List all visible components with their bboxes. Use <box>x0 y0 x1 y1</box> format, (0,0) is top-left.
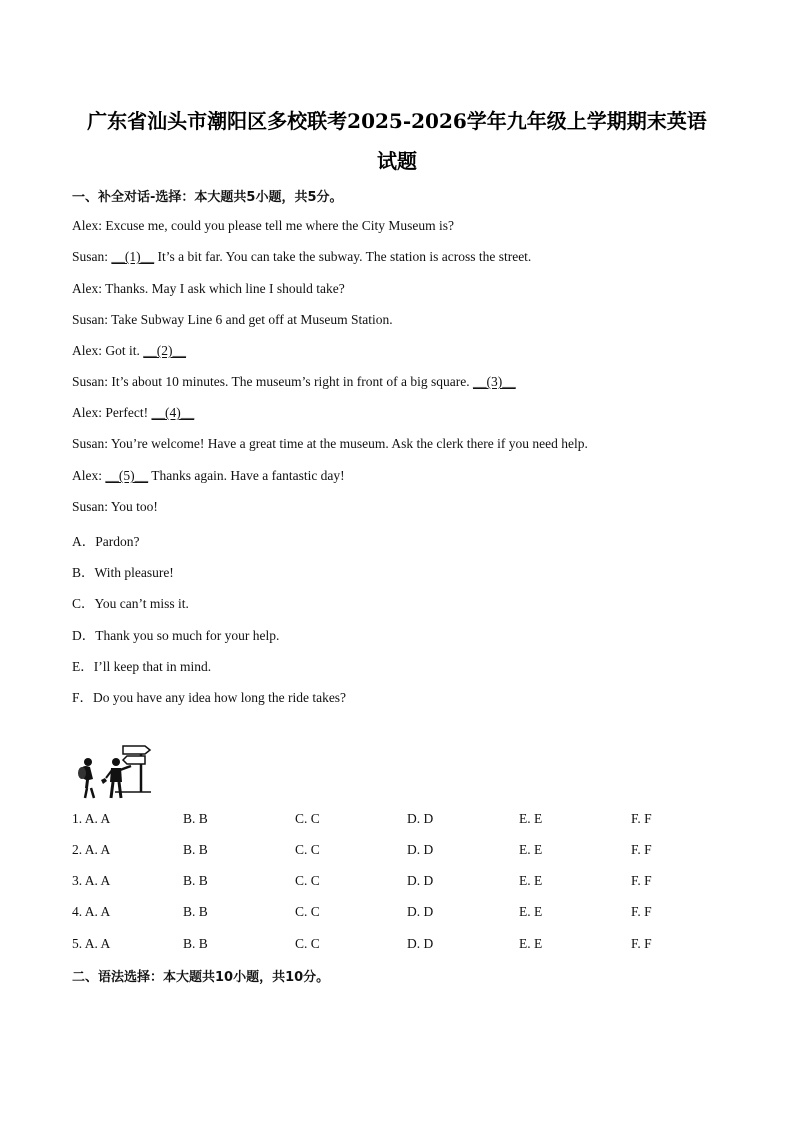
directions-illustration <box>75 740 155 802</box>
answer-choice[interactable]: B. B <box>183 904 208 919</box>
dialogue-line <box>72 281 345 297</box>
speaker-label: Alex: <box>72 468 102 483</box>
answer-choice[interactable]: D. D <box>407 936 434 951</box>
section-heading-2: 二、语法选择：本大题共10小题，共10分。 <box>72 970 330 985</box>
answer-choice[interactable]: D. D <box>407 811 434 826</box>
dialogue-text-after-blank: Thanks again. Have a fantastic day! <box>148 468 345 483</box>
option-item: B．With pleasure! <box>72 565 174 580</box>
page-title-continued: 试题 <box>377 149 417 173</box>
answer-choice[interactable]: 3. A. A <box>72 873 111 888</box>
answer-choice[interactable]: E. E <box>519 904 543 919</box>
page-title: 广东省汕头市潮阳区多校联考2025-2026学年九年级上学期期末英语 <box>87 109 707 133</box>
speaker-label: Alex: <box>72 405 102 420</box>
answer-choice[interactable]: C. C <box>295 811 320 826</box>
answer-choice[interactable]: E. E <box>519 936 543 951</box>
speaker-label: Alex: <box>72 218 102 233</box>
answer-blank: __(4)__ <box>151 405 195 420</box>
dialogue-line <box>72 499 158 515</box>
answer-choice[interactable]: D. D <box>407 842 434 857</box>
dialogue-text: It’s about 10 minutes. The museum’s right in front of a big square. <box>111 374 473 389</box>
dialogue-line <box>72 405 194 421</box>
answer-row <box>72 936 732 954</box>
dialogue-text: Thanks. May I ask which line I should take? <box>105 281 345 296</box>
answer-choice[interactable]: 5. A. A <box>72 936 111 951</box>
dialogue-text: Got it. <box>105 343 144 358</box>
answer-choice[interactable]: 4. A. A <box>72 904 111 919</box>
dialogue-line <box>72 343 186 359</box>
section-heading-1: 一、补全对话-选择：本大题共5小题，共5分。 <box>72 190 343 205</box>
answer-blank: __(2)__ <box>143 343 187 358</box>
answer-choice[interactable]: E. E <box>519 811 543 826</box>
answer-choice[interactable]: F. F <box>631 811 652 826</box>
answer-choice[interactable]: F. F <box>631 873 652 888</box>
answer-choice[interactable]: F. F <box>631 904 652 919</box>
dialogue-text: Perfect! <box>105 405 152 420</box>
speaker-label: Alex: <box>72 281 102 296</box>
dialogue-line <box>72 436 588 452</box>
option-item: C．You can’t miss it. <box>72 596 189 611</box>
answer-choice[interactable]: F. F <box>631 936 652 951</box>
speaker-label: Susan: <box>72 499 109 514</box>
answer-choice[interactable]: C. C <box>295 936 320 951</box>
answer-blank: __(3)__ <box>472 374 516 389</box>
answer-choice[interactable]: B. B <box>183 873 208 888</box>
answer-choice[interactable]: D. D <box>407 904 434 919</box>
answer-row <box>72 873 732 891</box>
dialogue-text: You too! <box>110 499 158 514</box>
speaker-label: Susan: <box>72 436 109 451</box>
answer-choice[interactable]: B. B <box>183 842 208 857</box>
answer-choice[interactable]: E. E <box>519 842 543 857</box>
option-item: A．Pardon? <box>72 534 140 549</box>
dialogue-line <box>72 374 516 390</box>
speaker-label: Susan: <box>72 249 109 264</box>
dialogue-text-after-blank: It’s a bit far. You can take the subway. The station is across the street. <box>154 249 532 264</box>
option-item: D．Thank you so much for your help. <box>72 628 280 643</box>
speaker-label: Alex: <box>72 343 102 358</box>
answer-row <box>72 811 732 829</box>
option-item: E．I’ll keep that in mind. <box>72 659 212 674</box>
dialogue-text: Take Subway Line 6 and get off at Museum Station. <box>111 312 393 327</box>
option-item: F．Do you have any idea how long the ride takes? <box>72 690 347 705</box>
answer-blank: __(5)__ <box>105 468 149 483</box>
dialogue-line <box>72 312 393 328</box>
answer-row <box>72 904 732 922</box>
dialogue-text: Excuse me, could you please tell me where the City Museum is? <box>105 218 455 233</box>
answer-choice[interactable]: D. D <box>407 873 434 888</box>
answer-choice[interactable]: F. F <box>631 842 652 857</box>
answer-row <box>72 842 732 860</box>
answer-choice[interactable]: 2. A. A <box>72 842 111 857</box>
dialogue-text: You’re welcome! Have a great time at the museum. Ask the clerk there if you need help. <box>110 436 588 451</box>
answer-choice[interactable]: E. E <box>519 873 543 888</box>
answer-choice[interactable]: C. C <box>295 842 320 857</box>
answer-choice[interactable]: C. C <box>295 904 320 919</box>
answer-choice[interactable]: C. C <box>295 873 320 888</box>
answer-choice[interactable]: B. B <box>183 811 208 826</box>
dialogue-line <box>72 218 454 234</box>
dialogue-line <box>72 249 531 265</box>
dialogue-line <box>72 468 345 484</box>
speaker-label: Susan: <box>72 374 109 389</box>
answer-blank: __(1)__ <box>111 249 155 264</box>
answer-choice[interactable]: B. B <box>183 936 208 951</box>
answer-choice[interactable]: 1. A. A <box>72 811 111 826</box>
speaker-label: Susan: <box>72 312 109 327</box>
